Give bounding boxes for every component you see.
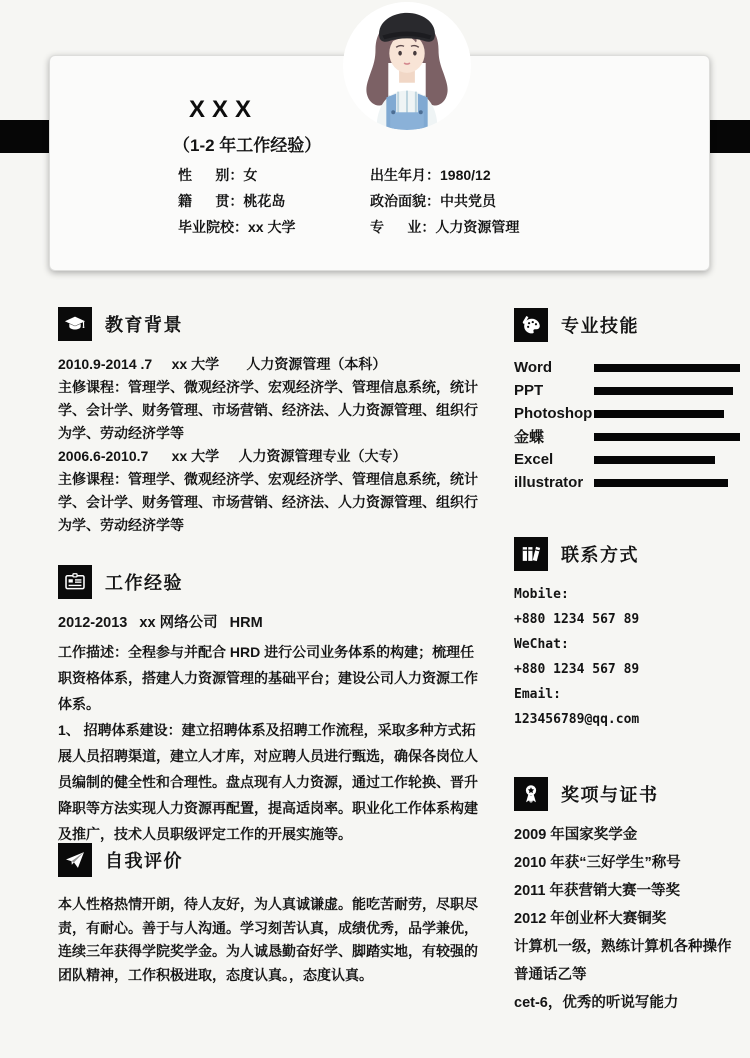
award-item: cet-6，优秀的听说写能力 xyxy=(514,995,679,1011)
skill-row xyxy=(514,425,740,448)
award-item: 计算机一级，熟练计算机各种操作 xyxy=(514,939,732,955)
education-header xyxy=(58,307,482,341)
self-evaluation-header xyxy=(58,843,482,877)
skill-row xyxy=(514,356,740,379)
skill-bar xyxy=(594,410,724,418)
skill-bar xyxy=(594,433,740,441)
self-evaluation-title: 自我评价 xyxy=(105,851,183,871)
contact-title: 联系方式 xyxy=(561,545,639,565)
skill-bar-track xyxy=(594,433,740,441)
education-title: 教育背景 xyxy=(105,315,183,335)
contact-header xyxy=(514,537,740,571)
experience-note: （1-2 年工作经验） xyxy=(173,136,322,155)
work-duty-item: 1、 招聘体系建设：建立招聘体系及招聘工作流程，采取多种方式拓展人员招聘渠道，建立人才库，对应聘人员进行甄选，确保各岗位人员编制的健全性和合理性。盘点现有人力资源，通过工作轮换、晋升降职等方法实现人力资源再配置，提高适岗率。职业化工作体系构建及推广，技术人员职级评定工作的开展实施等。 xyxy=(58,722,478,842)
info-gender: 性 别：女 xyxy=(178,167,258,183)
skill-bar-track xyxy=(594,479,740,487)
work-body xyxy=(58,610,482,847)
avatar-illustration xyxy=(343,2,471,130)
info-major: 专 业：人力资源管理 xyxy=(370,219,520,235)
skill-label: Excel xyxy=(514,451,554,468)
section-skills xyxy=(514,308,740,494)
award-item: 普通话乙等 xyxy=(514,967,587,983)
info-hometown: 籍 贯：桃花岛 xyxy=(178,193,286,209)
award-item: 2012 年创业杯大赛铜奖 xyxy=(514,911,667,927)
skill-label: Word xyxy=(514,359,553,376)
contact-value-wechat: +880 1234 567 89 xyxy=(514,662,640,677)
award-item: 2010 年获“三好学生”称号 xyxy=(514,855,681,871)
skills-header xyxy=(514,308,740,342)
skills-title: 专业技能 xyxy=(561,316,639,336)
award-item: 2011 年获营销大赛一等奖 xyxy=(514,883,680,899)
candidate-name: XXX xyxy=(189,96,259,123)
skill-bar xyxy=(594,364,740,372)
skill-bar-track xyxy=(594,456,740,464)
skill-bar xyxy=(594,387,733,395)
contact-label-mobile: Mobile: xyxy=(514,587,569,602)
skill-bar-track xyxy=(594,364,740,372)
skill-label: PPT xyxy=(514,382,544,399)
section-work-experience xyxy=(58,565,482,847)
skill-row xyxy=(514,402,740,425)
section-self-evaluation xyxy=(58,843,482,987)
work-description: 工作描述：全程参与并配合 HRD 进行公司业务体系的构建；梳理任职资格体系，搭建人力资源管理的基础平台；建设公司人力资源工作体系。 xyxy=(58,644,478,712)
skill-bar-track xyxy=(594,387,740,395)
section-awards xyxy=(514,777,746,1017)
paper-plane-icon xyxy=(58,843,92,877)
palette-icon xyxy=(514,308,548,342)
info-school: 毕业院校：xx 大学 xyxy=(178,219,296,235)
info-political-status: 政治面貌：中共党员 xyxy=(370,193,496,209)
skill-label: illustrator xyxy=(514,474,584,491)
avatar xyxy=(343,2,471,130)
self-evaluation-text: 本人性格热情开朗，待人友好，为人真诚谦虚。能吃苦耐劳，尽职尽责，有耐心。善于与人沟通。学习刻苦认真，成绩优秀，品学兼优，连续三年获得学院奖学金。为人诚恳勤奋好学、脚踏实地，有较强的团队精神，工作积极进取，态度认真。，态度认真。 xyxy=(58,896,478,983)
medal-icon xyxy=(514,777,548,811)
personal-info-grid xyxy=(178,162,678,240)
skill-list xyxy=(514,356,740,494)
skill-row xyxy=(514,379,740,402)
books-icon xyxy=(514,537,548,571)
education-entry-heading: 2006.6-2010.7 xx 大学 人力资源管理专业（大专） xyxy=(58,448,407,464)
contact-value-email: 123456789@qq.com xyxy=(514,712,640,727)
skill-bar-track xyxy=(594,410,740,418)
graduation-cap-icon xyxy=(58,307,92,341)
award-list xyxy=(514,821,746,1017)
education-entry-heading: 2010.9-2014 .7 xx 大学 人力资源管理（本科） xyxy=(58,356,387,372)
award-item: 2009 年国家奖学金 xyxy=(514,827,638,843)
contact-value-mobile: +880 1234 567 89 xyxy=(514,612,640,627)
skill-row xyxy=(514,448,740,471)
skill-row xyxy=(514,471,740,494)
section-contact xyxy=(514,537,740,732)
work-title: 工作经验 xyxy=(105,573,183,593)
education-entry-courses: 主修课程：管理学、微观经济学、宏观经济学、管理信息系统，统计学、会计学、财务管理、市场营销、经济法、人力资源管理、组织行为学、劳动经济学等 xyxy=(58,379,478,441)
section-education xyxy=(58,307,482,537)
contact-label-wechat: WeChat: xyxy=(514,637,569,652)
skill-bar xyxy=(594,479,728,487)
skill-label: 金蝶 xyxy=(514,429,545,446)
awards-title: 奖项与证书 xyxy=(561,785,659,805)
education-body xyxy=(58,353,482,537)
work-header xyxy=(58,565,482,599)
awards-header xyxy=(514,777,746,811)
skill-bar xyxy=(594,456,715,464)
id-badge-icon xyxy=(58,565,92,599)
work-entry-heading: 2012-2013 xx 网络公司 HRM xyxy=(58,615,263,631)
contact-list xyxy=(514,582,740,732)
education-entry-courses: 主修课程：管理学、微观经济学、宏观经济学、管理信息系统，统计学、会计学、财务管理、市场营销、经济法、人力资源管理、组织行为学、劳动经济学等 xyxy=(58,471,478,533)
contact-label-email: Email: xyxy=(514,687,561,702)
skill-label: Photoshop xyxy=(514,405,593,422)
info-birth: 出生年月：1980/12 xyxy=(370,167,491,183)
